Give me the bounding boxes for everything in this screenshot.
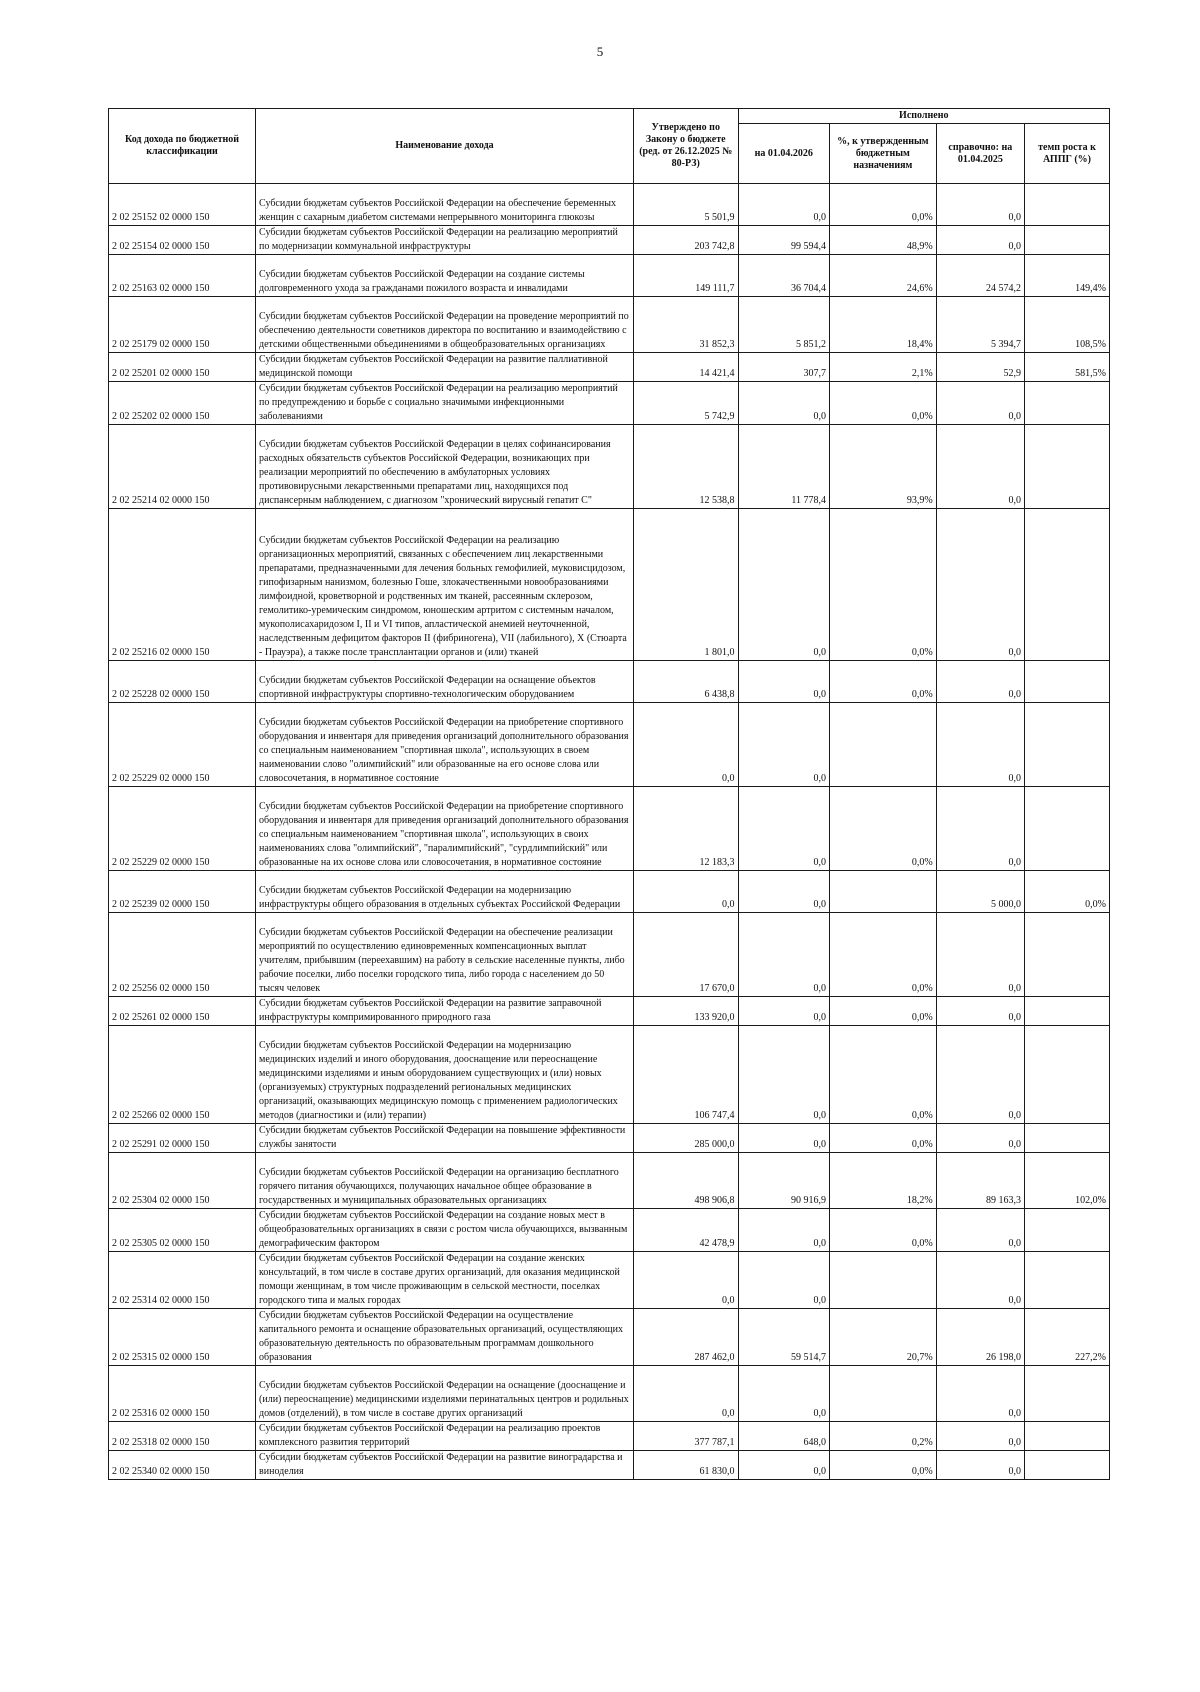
row-reference: 0,0 [936, 1252, 1024, 1309]
row-percent: 0,0% [830, 1124, 937, 1153]
row-code: 2 02 25314 02 0000 150 [109, 1252, 256, 1309]
row-executed: 36 704,4 [738, 255, 829, 297]
row-code: 2 02 25261 02 0000 150 [109, 997, 256, 1026]
row-approved: 106 747,4 [633, 1026, 738, 1124]
table-row [109, 913, 1110, 997]
table-row [109, 353, 1110, 382]
row-reference: 0,0 [936, 425, 1024, 509]
header-reference: справочно: на 01.04.2025 [936, 124, 1024, 184]
row-reference: 0,0 [936, 509, 1024, 661]
row-approved: 17 670,0 [633, 913, 738, 997]
row-executed: 0,0 [738, 1026, 829, 1124]
row-code: 2 02 25202 02 0000 150 [109, 382, 256, 425]
row-growth: 108,5% [1024, 297, 1109, 353]
row-executed: 0,0 [738, 913, 829, 997]
row-name: Субсидии бюджетам субъектов Российской Федерации в целях софинансирования расходных обязательств субъектов Российской Федерации, возникающих при реализации мероприятий по обеспечению в амбулаторных условиях противовирусными лекарственными препаратами лиц, находящихся под диспансерным наблюдением, с диагнозом "хронический вирусный гепатит С" [256, 425, 634, 509]
row-growth [1024, 509, 1109, 661]
row-approved: 5 501,9 [633, 184, 738, 226]
table-row [109, 787, 1110, 871]
row-approved: 61 830,0 [633, 1451, 738, 1480]
table-row [109, 1026, 1110, 1124]
table-row [109, 509, 1110, 661]
row-approved: 12 538,8 [633, 425, 738, 509]
row-reference: 0,0 [936, 1422, 1024, 1451]
row-code: 2 02 25256 02 0000 150 [109, 913, 256, 997]
row-code: 2 02 25239 02 0000 150 [109, 871, 256, 913]
table-row [109, 1124, 1110, 1153]
row-percent: 48,9% [830, 226, 937, 255]
row-percent [830, 1252, 937, 1309]
row-growth [1024, 1451, 1109, 1480]
row-percent: 0,0% [830, 913, 937, 997]
row-growth [1024, 1252, 1109, 1309]
header-growth-rate: темп роста к АППГ (%) [1024, 124, 1109, 184]
row-approved: 0,0 [633, 871, 738, 913]
row-executed: 0,0 [738, 509, 829, 661]
row-code: 2 02 25305 02 0000 150 [109, 1209, 256, 1252]
row-executed: 59 514,7 [738, 1309, 829, 1366]
row-name: Субсидии бюджетам субъектов Российской Федерации на повышение эффективности службы занятости [256, 1124, 634, 1153]
row-approved: 287 462,0 [633, 1309, 738, 1366]
table-row [109, 425, 1110, 509]
row-reference: 5 000,0 [936, 871, 1024, 913]
row-reference: 24 574,2 [936, 255, 1024, 297]
row-name: Субсидии бюджетам субъектов Российской Федерации на осуществление капитального ремонта и оснащение образовательных организаций, осуществляющих образовательную деятельность по образовательным программам дошкольного образования [256, 1309, 634, 1366]
row-approved: 14 421,4 [633, 353, 738, 382]
row-reference: 0,0 [936, 913, 1024, 997]
row-executed: 0,0 [738, 184, 829, 226]
row-growth [1024, 1366, 1109, 1422]
row-growth [1024, 1209, 1109, 1252]
row-name: Субсидии бюджетам субъектов Российской Федерации на развитие виноградарства и виноделия [256, 1451, 634, 1480]
row-name: Субсидии бюджетам субъектов Российской Федерации на развитие паллиативной медицинской помощи [256, 353, 634, 382]
table-row [109, 1451, 1110, 1480]
row-name: Субсидии бюджетам субъектов Российской Федерации на реализацию мероприятий по модернизации коммунальной инфраструктуры [256, 226, 634, 255]
row-code: 2 02 25201 02 0000 150 [109, 353, 256, 382]
table-row [109, 1252, 1110, 1309]
table-row [109, 871, 1110, 913]
row-code: 2 02 25216 02 0000 150 [109, 509, 256, 661]
row-growth [1024, 1422, 1109, 1451]
row-growth [1024, 661, 1109, 703]
row-name: Субсидии бюджетам субъектов Российской Федерации на оснащение объектов спортивной инфраструктуры спортивно-технологическим оборудованием [256, 661, 634, 703]
row-executed: 11 778,4 [738, 425, 829, 509]
row-reference: 0,0 [936, 382, 1024, 425]
row-growth [1024, 913, 1109, 997]
budget-revenue-table [108, 108, 1110, 1480]
row-growth [1024, 997, 1109, 1026]
row-growth: 581,5% [1024, 353, 1109, 382]
row-percent: 18,2% [830, 1153, 937, 1209]
table-row [109, 997, 1110, 1026]
row-percent [830, 703, 937, 787]
row-code: 2 02 25315 02 0000 150 [109, 1309, 256, 1366]
row-reference: 5 394,7 [936, 297, 1024, 353]
row-name: Субсидии бюджетам субъектов Российской Федерации на проведение мероприятий по обеспечению деятельности советников директора по воспитанию и взаимодействию с детскими общественными объединениями в общеобразовательных организациях [256, 297, 634, 353]
row-reference: 52,9 [936, 353, 1024, 382]
row-name: Субсидии бюджетам субъектов Российской Федерации на модернизацию инфраструктуры общего образования в отдельных субъектах Российской Федерации [256, 871, 634, 913]
row-code: 2 02 25318 02 0000 150 [109, 1422, 256, 1451]
row-name: Субсидии бюджетам субъектов Российской Федерации на создание женских консультаций, в том числе в составе других организаций, для оказания медицинской помощи женщинам, в том числе проживающим в сельской местности, поселках городского типа и малых городах [256, 1252, 634, 1309]
header-approved: Утверждено по Закону о бюджете (ред. от 26.12.2025 № 80-РЗ) [633, 109, 738, 184]
table-row [109, 382, 1110, 425]
row-name: Субсидии бюджетам субъектов Российской Федерации на реализацию мероприятий по предупреждению и борьбе с социально значимыми инфекционными заболеваниями [256, 382, 634, 425]
header-percent-approved: %, к утвержденным бюджетным назначениям [830, 124, 937, 184]
row-growth [1024, 382, 1109, 425]
row-reference: 0,0 [936, 1366, 1024, 1422]
row-name: Субсидии бюджетам субъектов Российской Федерации на развитие заправочной инфраструктуры компримированного природного газа [256, 997, 634, 1026]
row-growth [1024, 226, 1109, 255]
row-name: Субсидии бюджетам субъектов Российской Федерации на приобретение спортивного оборудования и инвентаря для приведения организаций дополнительного образования со специальным наименованием "спортивная школа", использующих в своем наименовании слово "олимпийский" или образованные на его основе слова или словосочетания, в нормативное состояние [256, 703, 634, 787]
header-on-date: на 01.04.2026 [738, 124, 829, 184]
row-percent: 0,0% [830, 382, 937, 425]
row-growth [1024, 787, 1109, 871]
table-row [109, 661, 1110, 703]
row-percent: 0,0% [830, 787, 937, 871]
row-percent: 93,9% [830, 425, 937, 509]
row-growth [1024, 184, 1109, 226]
row-executed: 0,0 [738, 703, 829, 787]
table-row [109, 255, 1110, 297]
row-reference: 0,0 [936, 787, 1024, 871]
row-approved: 133 920,0 [633, 997, 738, 1026]
row-percent [830, 1366, 937, 1422]
row-growth: 227,2% [1024, 1309, 1109, 1366]
row-executed: 0,0 [738, 1451, 829, 1480]
row-approved: 42 478,9 [633, 1209, 738, 1252]
page-number: 5 [596, 44, 604, 59]
row-reference: 0,0 [936, 1451, 1024, 1480]
row-growth: 0,0% [1024, 871, 1109, 913]
row-executed: 90 916,9 [738, 1153, 829, 1209]
row-approved: 0,0 [633, 1366, 738, 1422]
row-approved: 1 801,0 [633, 509, 738, 661]
row-executed: 0,0 [738, 1252, 829, 1309]
row-name: Субсидии бюджетам субъектов Российской Федерации на оснащение (дооснащение и (или) переоснащение) медицинскими изделиями перинатальных центров и родильных домов (отделений), в том числе в составе других организаций [256, 1366, 634, 1422]
row-executed: 0,0 [738, 1366, 829, 1422]
row-name: Субсидии бюджетам субъектов Российской Федерации на обеспечение реализации мероприятий по осуществлению единовременных компенсационных выплат учителям, прибывшим (переехавшим) на работу в сельские населенные пункты, либо рабочие поселки, либо поселки городского типа, либо города с населением до 50 тысяч человек [256, 913, 634, 997]
table-row [109, 1422, 1110, 1451]
table-row [109, 1309, 1110, 1366]
row-growth [1024, 425, 1109, 509]
row-approved: 203 742,8 [633, 226, 738, 255]
header-name: Наименование дохода [256, 109, 634, 184]
table-row [109, 1366, 1110, 1422]
row-reference: 89 163,3 [936, 1153, 1024, 1209]
row-name: Субсидии бюджетам субъектов Российской Федерации на организацию бесплатного горячего питания обучающихся, получающих начальное общее образование в государственных и муниципальных образовательных организациях [256, 1153, 634, 1209]
row-approved: 31 852,3 [633, 297, 738, 353]
row-percent: 2,1% [830, 353, 937, 382]
row-executed: 307,7 [738, 353, 829, 382]
row-executed: 0,0 [738, 382, 829, 425]
row-approved: 0,0 [633, 1252, 738, 1309]
row-executed: 648,0 [738, 1422, 829, 1451]
row-approved: 149 111,7 [633, 255, 738, 297]
table-row [109, 1153, 1110, 1209]
header-executed: Исполнено [738, 109, 1109, 124]
row-approved: 12 183,3 [633, 787, 738, 871]
table-row [109, 184, 1110, 226]
row-executed: 0,0 [738, 1124, 829, 1153]
row-name: Субсидии бюджетам субъектов Российской Федерации на реализацию проектов комплексного развития территорий [256, 1422, 634, 1451]
row-reference: 0,0 [936, 1124, 1024, 1153]
row-percent: 0,0% [830, 509, 937, 661]
row-percent: 0,0% [830, 184, 937, 226]
row-executed: 99 594,4 [738, 226, 829, 255]
row-approved: 5 742,9 [633, 382, 738, 425]
row-percent: 24,6% [830, 255, 937, 297]
row-reference: 0,0 [936, 226, 1024, 255]
row-growth [1024, 703, 1109, 787]
row-reference: 26 198,0 [936, 1309, 1024, 1366]
row-approved: 6 438,8 [633, 661, 738, 703]
row-code: 2 02 25228 02 0000 150 [109, 661, 256, 703]
row-code: 2 02 25266 02 0000 150 [109, 1026, 256, 1124]
table-row [109, 1209, 1110, 1252]
row-percent: 18,4% [830, 297, 937, 353]
row-growth [1024, 1026, 1109, 1124]
row-percent: 0,0% [830, 1026, 937, 1124]
row-name: Субсидии бюджетам субъектов Российской Федерации на обеспечение беременных женщин с сахарным диабетом системами непрерывного мониторинга глюкозы [256, 184, 634, 226]
table-row [109, 226, 1110, 255]
row-reference: 0,0 [936, 1209, 1024, 1252]
row-approved: 0,0 [633, 703, 738, 787]
row-approved: 498 906,8 [633, 1153, 738, 1209]
header-row-top [109, 109, 1110, 124]
row-approved: 377 787,1 [633, 1422, 738, 1451]
table-row [109, 297, 1110, 353]
row-code: 2 02 25316 02 0000 150 [109, 1366, 256, 1422]
table-row [109, 703, 1110, 787]
row-percent: 0,0% [830, 1451, 937, 1480]
row-name: Субсидии бюджетам субъектов Российской Федерации на создание новых мест в общеобразовательных организациях в связи с ростом числа обучающихся, вызванным демографическим фактором [256, 1209, 634, 1252]
row-executed: 0,0 [738, 661, 829, 703]
row-executed: 0,0 [738, 1209, 829, 1252]
row-reference: 0,0 [936, 703, 1024, 787]
row-growth: 149,4% [1024, 255, 1109, 297]
row-reference: 0,0 [936, 1026, 1024, 1124]
row-code: 2 02 25291 02 0000 150 [109, 1124, 256, 1153]
header-code: Код дохода по бюджетной классификации [109, 109, 256, 184]
row-percent: 0,0% [830, 1209, 937, 1252]
row-reference: 0,0 [936, 997, 1024, 1026]
row-percent: 0,0% [830, 997, 937, 1026]
row-percent [830, 871, 937, 913]
row-reference: 0,0 [936, 184, 1024, 226]
row-executed: 0,0 [738, 997, 829, 1026]
row-executed: 5 851,2 [738, 297, 829, 353]
row-name: Субсидии бюджетам субъектов Российской Федерации на создание системы долговременного ухода за гражданами пожилого возраста и инвалидами [256, 255, 634, 297]
row-code: 2 02 25229 02 0000 150 [109, 787, 256, 871]
row-percent: 0,0% [830, 661, 937, 703]
row-percent: 20,7% [830, 1309, 937, 1366]
row-growth [1024, 1124, 1109, 1153]
row-percent: 0,2% [830, 1422, 937, 1451]
row-code: 2 02 25214 02 0000 150 [109, 425, 256, 509]
row-code: 2 02 25229 02 0000 150 [109, 703, 256, 787]
row-growth: 102,0% [1024, 1153, 1109, 1209]
row-reference: 0,0 [936, 661, 1024, 703]
row-code: 2 02 25340 02 0000 150 [109, 1451, 256, 1480]
row-code: 2 02 25154 02 0000 150 [109, 226, 256, 255]
row-executed: 0,0 [738, 871, 829, 913]
row-approved: 285 000,0 [633, 1124, 738, 1153]
row-executed: 0,0 [738, 787, 829, 871]
row-name: Субсидии бюджетам субъектов Российской Федерации на приобретение спортивного оборудования и инвентаря для приведения организаций дополнительного образования со специальным наименованием "спортивная школа", использующих в своих наименованиях слова "олимпийский", "паралимпийский", "сурдлимпийский" или образованные на их основе слова или словосочетания, в нормативное состояние [256, 787, 634, 871]
row-code: 2 02 25179 02 0000 150 [109, 297, 256, 353]
row-code: 2 02 25152 02 0000 150 [109, 184, 256, 226]
row-code: 2 02 25304 02 0000 150 [109, 1153, 256, 1209]
row-name: Субсидии бюджетам субъектов Российской Федерации на модернизацию медицинских изделий и иного оборудования, дооснащение или переоснащение медицинскими изделиями и иным оборудованием существующих и (или) новых (организуемых) структурных подразделений региональных медицинских организаций, оказывающих медицинскую помощь с применением радиологических методов (диагностики и (или) терапии) [256, 1026, 634, 1124]
row-name: Субсидии бюджетам субъектов Российской Федерации на реализацию организационных мероприятий, связанных с обеспечением лиц лекарственными препаратами, предназначенными для лечения больных гемофилией, муковисцидозом, гипофизарным нанизмом, болезнью Гоше, злокачественными новообразованиями лимфоидной, кроветворной и родственных им тканей, рассеянным склерозом, гемолитико-уремическим синдромом, юношеским артритом с системным началом, мукополисахаридозом I, II и VI типов, апластической анемией неуточненной, наследственным дефицитом факторов II (фибриногена), VII (лабильного), X (Стюарта - Прауэра), а также после трансплантации органов и (или) тканей [256, 509, 634, 661]
row-code: 2 02 25163 02 0000 150 [109, 255, 256, 297]
